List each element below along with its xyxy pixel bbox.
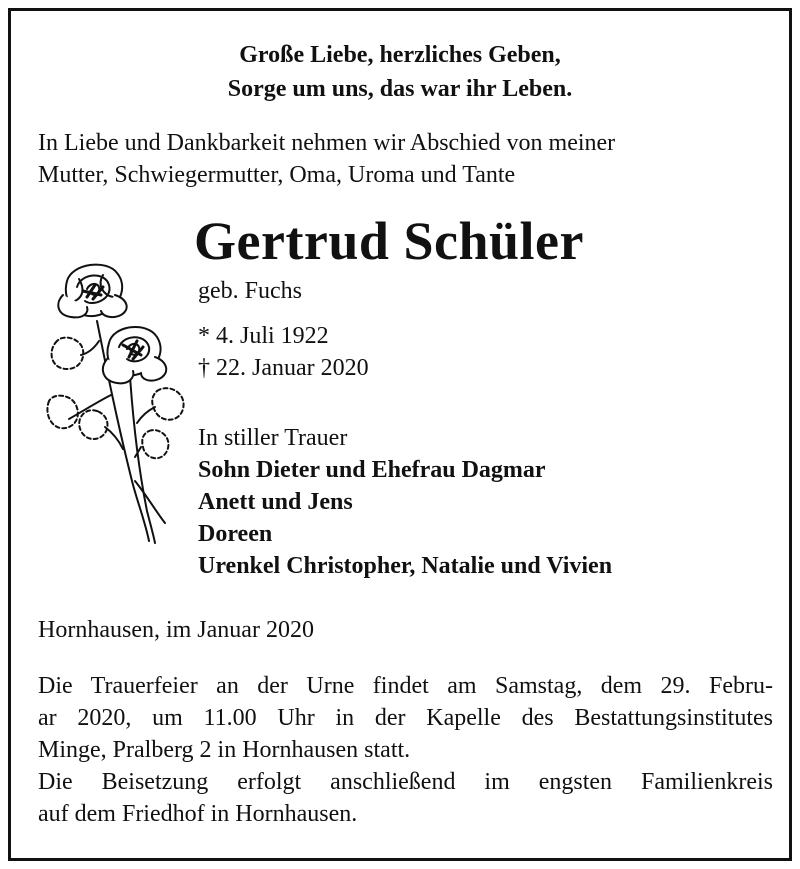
rose-bloom-upper	[58, 265, 126, 318]
mourner-line: Urenkel Christopher, Natalie und Vivien	[198, 553, 613, 579]
funeral-line: ar 2020, um 11.00 Uhr in der Kapelle des Bestattungsinstitutes	[38, 705, 773, 731]
funeral-line: Minge, Pralberg 2 in Hornhausen statt.	[38, 737, 411, 763]
birth-name: geb. Fuchs	[198, 278, 302, 304]
mourner-line: Doreen	[198, 521, 273, 547]
mourner-line: Anett und Jens	[198, 489, 353, 515]
rose-icon	[37, 251, 187, 551]
verse-line-2: Sorge um uns, das war ihr Leben.	[227, 76, 573, 102]
deceased-name: Gertrud Schüler	[194, 211, 584, 271]
memorial-verse	[11, 38, 789, 106]
funeral-line: auf dem Friedhof in Hornhausen.	[38, 801, 358, 827]
death-date: † 22. Januar 2020	[198, 355, 369, 381]
obituary-notice	[8, 8, 792, 861]
rose-bloom-lower	[103, 327, 166, 383]
funeral-details	[38, 670, 773, 830]
life-dates	[198, 320, 369, 384]
mourner-line: Sohn Dieter und Ehefrau Dagmar	[198, 457, 546, 483]
intro-line-2: Mutter, Schwiegermutter, Oma, Uroma und Tante	[38, 162, 516, 188]
birth-date: * 4. Juli 1922	[198, 323, 329, 349]
mourners-block	[198, 422, 612, 582]
mourners-heading: In stiller Trauer	[198, 425, 348, 451]
intro-line-1: In Liebe und Dankbarkeit nehmen wir Abschied von meiner	[38, 130, 616, 156]
funeral-line: Die Beisetzung erfolgt anschließend im engsten Familienkreis	[38, 769, 773, 795]
farewell-intro	[38, 127, 773, 191]
verse-line-1: Große Liebe, herzliches Geben,	[239, 42, 561, 68]
place-and-date: Hornhausen, im Januar 2020	[38, 617, 314, 643]
funeral-line: Die Trauerfeier an der Urne findet am Samstag, dem 29. Febru-	[38, 673, 773, 699]
